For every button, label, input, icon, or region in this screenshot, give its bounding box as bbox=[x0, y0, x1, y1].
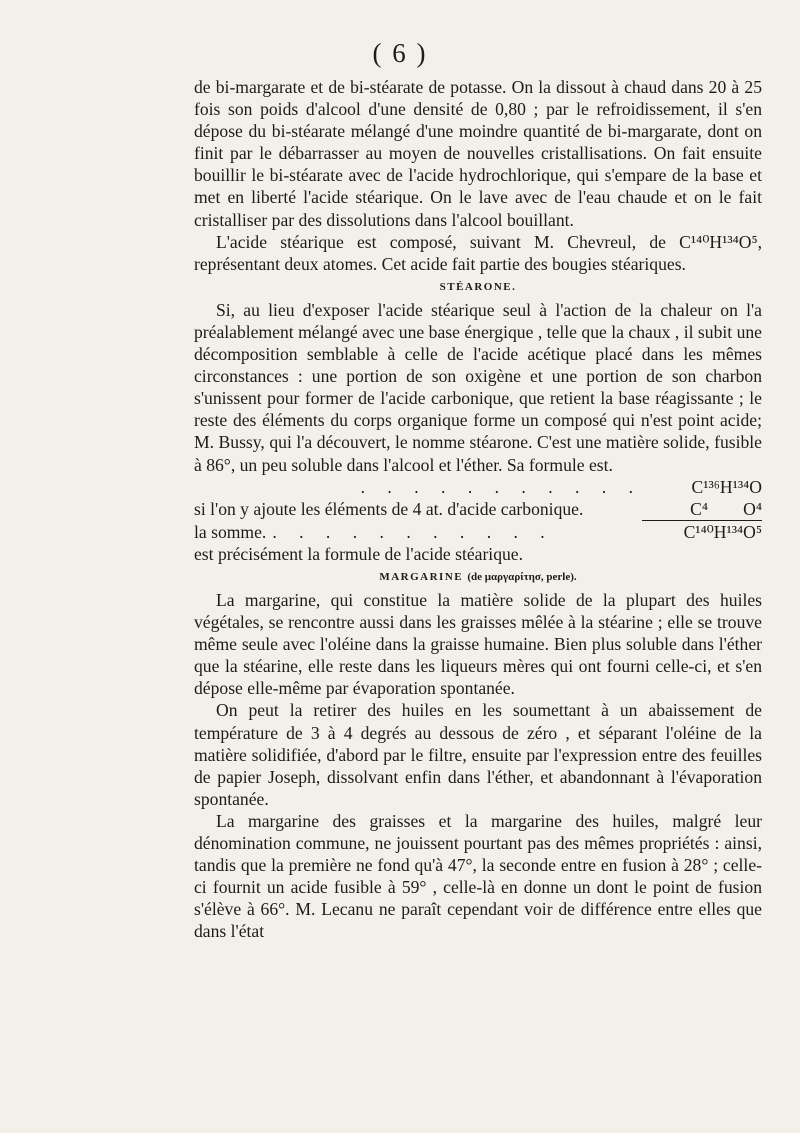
paragraph-stearic-formula: L'acide stéarique est composé, suivant M. Chevreul, de C¹⁴⁰H¹³⁴O⁵, représentant deux atomes. Cet acide fait partie des bougies stéariques. bbox=[194, 231, 762, 274]
heading-margarine-etymology: (de μαργαρίτησ, perle). bbox=[467, 570, 577, 583]
formula-row-value: C¹⁴⁰H¹³⁴O⁵ bbox=[683, 521, 762, 542]
formula-row-dots: . . . . . . . . . . . bbox=[272, 521, 554, 542]
paragraph-margarine-extraction: On peut la retirer des huiles en les soumettant à un abaissement de température de 3 à 4 degrés au dessous de zéro , et séparant l'oléine de la matière solidifiée, d'abord par le filtre, ensuite par l'expression entre des feuilles de papier Joseph, dissolvant enfin dans l'éther, et abandonnant à l'évaporation spontanée. bbox=[194, 700, 762, 809]
formula-row-label: si l'on y ajoute les éléments de 4 at. d'acide carbonique. bbox=[194, 498, 584, 519]
paragraph-stearone: Si, au lieu d'exposer l'acide stéarique seul à l'action de la chaleur on l'a préalablement mélangé avec une base énergique , telle que la chaux , il subit une décomposition semblable à celle de l'acide acétique placé dans les mêmes circonstances : une portion de son oxigène et une portion de son charbon s'unissent pour former de l'acide carbonique, que retient la base réagissante ; le reste des éléments du corps organique forme un composé qui n'est point acide; M. Bussy, qui l'a découvert, le nomme stéarone. C'est une matière solide, fusible à 86°, un peu soluble dans l'alcool et l'éther. Sa formule est. bbox=[194, 299, 762, 475]
paragraph-formula-conclusion: est précisément la formule de l'acide stéarique. bbox=[194, 543, 523, 564]
formula-row-sum bbox=[194, 521, 762, 543]
page-number: ( 6 ) bbox=[372, 38, 428, 68]
heading-stearone: STÉARONE. bbox=[439, 280, 517, 293]
formula-row-value: C⁴ O⁴ bbox=[642, 498, 762, 521]
heading-margarine bbox=[194, 567, 762, 587]
paragraph-margarine-intro: La margarine, qui constitue la matière solide de la plupart des huiles végétales, se rencontre aussi dans les graisses mêlée à la stéarine ; elle se trouve même seule avec l'oléine dans la graisse humaine. Bien plus soluble dans l'éther que la stéarine, elle reste dans les liqueurs mères qui ont fourni celle-ci, et s'en dépose elle-même par évaporation spontanée. bbox=[194, 589, 762, 699]
formula-row-label: la somme. bbox=[194, 521, 267, 542]
formula-row-value: C¹³⁶H¹³⁴O bbox=[691, 476, 762, 497]
paragraph-bistearate: de bi-margarate et de bi-stéarate de potasse. On la dissout à chaud dans 20 à 25 fois son poids d'alcool d'une densité de 0,80 ; par le refroidissement, il s'en dépose du bi-stéarate mélangé d'une moindre quantité de bi-margarate, dont on finit par le débarrasser au moyen de nouvelles cristallisations. On fait ensuite bouillir le bi-stéarate avec de l'acide hydrochlorique, qui s'empare de la base et met en liberté l'acide stéarique. On le lave avec de l'eau chaude et on le fait cristalliser par des dissolutions dans l'alcool bouillant. bbox=[194, 77, 762, 230]
formula-row-carbonic bbox=[194, 498, 762, 521]
paragraph-margarine-comparison: La margarine des graisses et la margarine des huiles, malgré leur dénomination commune, ne jouissent pourtant pas des mêmes propriétés : ainsi, tandis que la première ne fond qu'à 47°, la seconde entre en fusion à 28° ; celle-ci fournit un acide fusible à 59° , celle-là en donne un dont le point de fusion s'élève à 66°. M. Lecanu ne paraît cependant voir de différence entre elles que dans l'état bbox=[194, 810, 762, 942]
heading-margarine-title: MARGARINE bbox=[379, 570, 464, 583]
body-text bbox=[194, 76, 762, 942]
formula-row-base bbox=[194, 476, 762, 498]
formula-row-dots: . . . . . . . . . . . bbox=[360, 476, 642, 497]
